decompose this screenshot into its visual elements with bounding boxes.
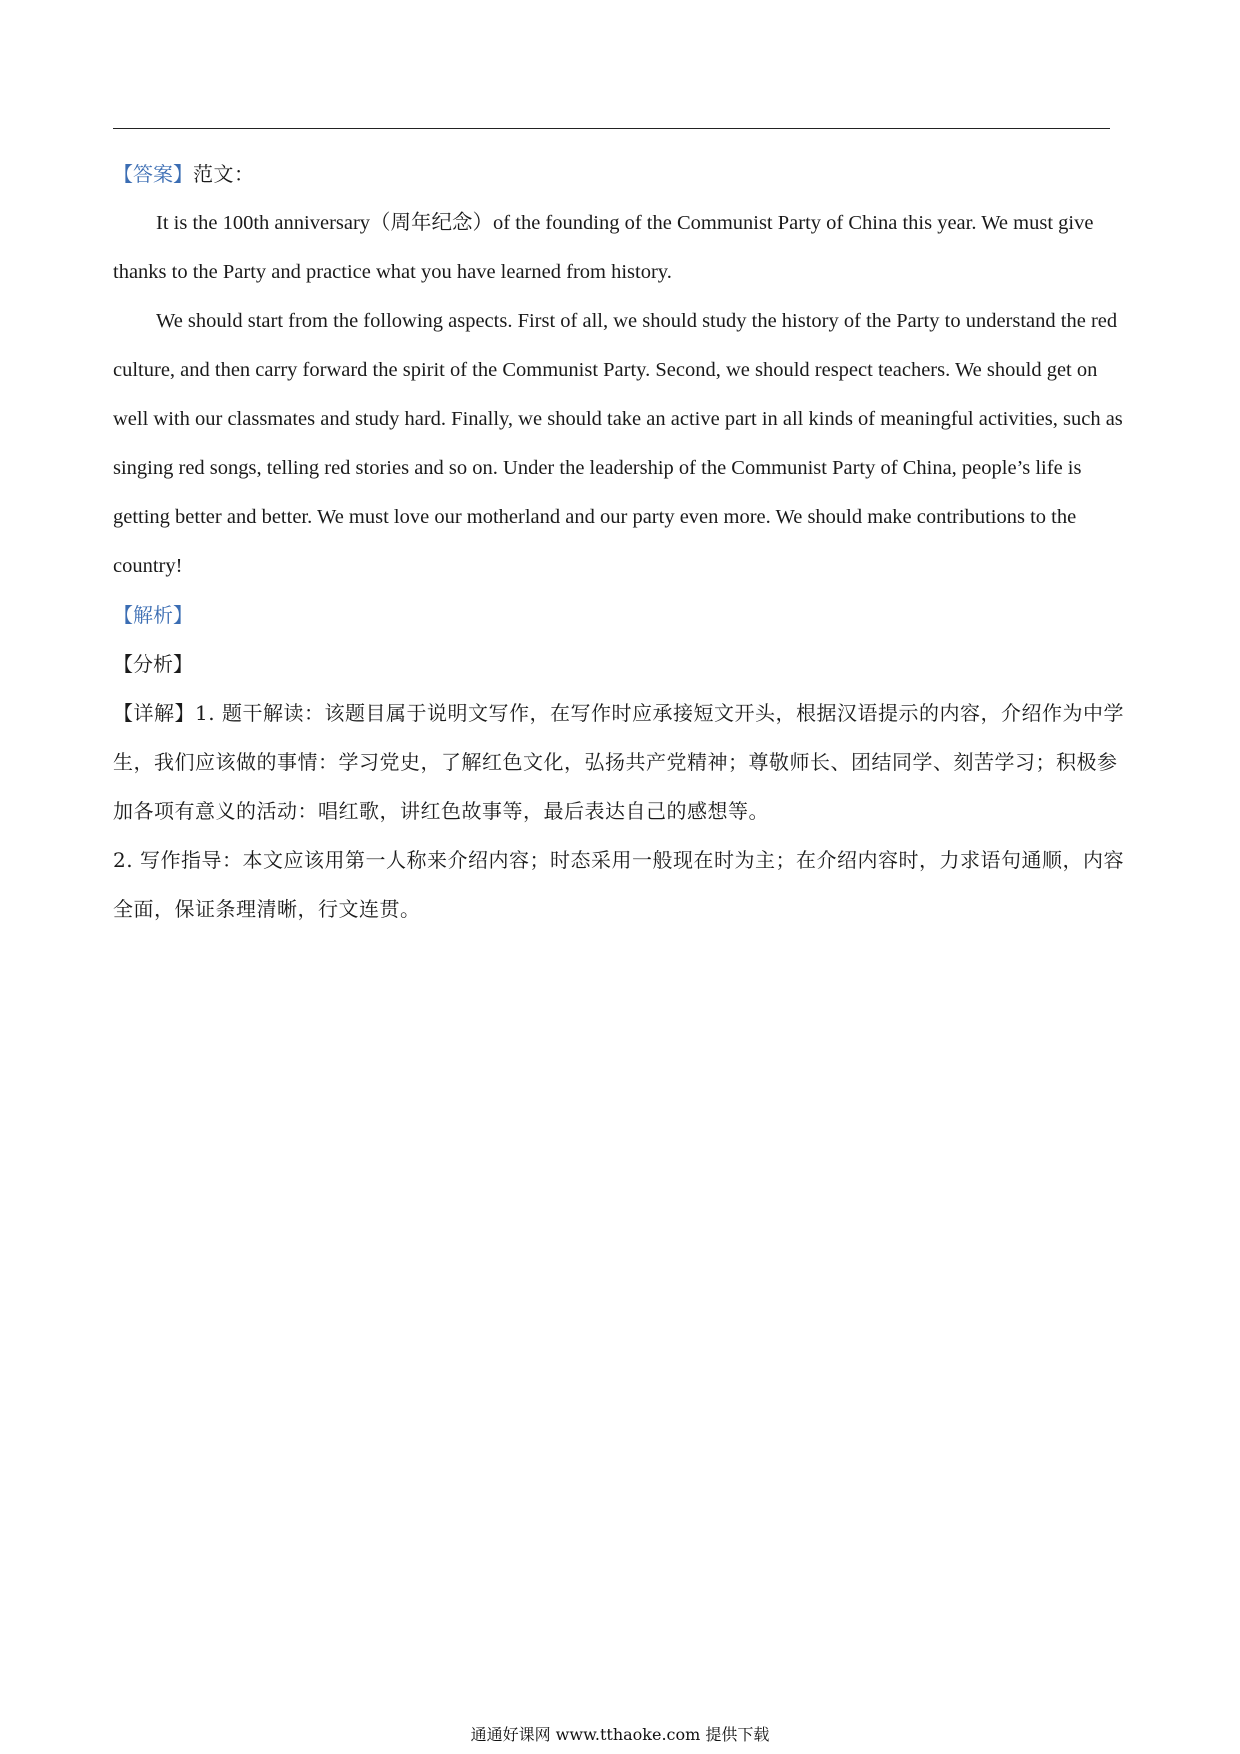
essay-paragraph-1: It is the 100th anniversary（周年纪念）of the founding of the Communist Party of China this year. We must give thanks to the Party and practice what you have learned from history.	[113, 212, 1094, 283]
analysis-tag: 【解析】	[113, 603, 193, 627]
answer-label: 范文：	[193, 162, 255, 186]
page-footer: 通通好课网 www.tthaoke.com 提供下载	[470, 1725, 770, 1744]
answer-heading	[113, 150, 1133, 199]
detail-point-2: 2. 写作指导：本文应该用第一人称来介绍内容；时态采用一般现在时为主；在介绍内容时，力求语句通顺，内容全面，保证条理清晰，行文连贯。	[113, 848, 1124, 921]
top-divider	[113, 128, 1110, 129]
answer-tag: 【答案】	[113, 162, 193, 186]
detail-tag: 【详解】	[113, 701, 195, 725]
analysis-sub-tag: 【分析】	[113, 652, 193, 676]
detail-point-1-text: 1. 题干解读：该题目属于说明文写作，在写作时应承接短文开头，根据汉语提示的内容，介绍作为中学生，我们应该做的事情：学习党史，了解红色文化，弘扬共产党精神；尊敬师长、团结同学、刻苦学习；积极参加各项有意义的活动：唱红歌，讲红色故事等，最后表达自己的感想等。	[113, 701, 1124, 823]
detail-point-1	[113, 689, 1133, 836]
essay-paragraph-2: We should start from the following aspects. First of all, we should study the history of the Party to understand the red culture, and then carry forward the spirit of the Communist Party. Second, we should respect teachers. We should get on well with our classmates and study hard. Finally, we should take an active part in all kinds of meaningful activities, such as singing red songs, telling red stories and so on. Under the leadership of the Communist Party of China, people’s life is getting better and better. We must love our motherland and our party even more. We should make contributions to the country!	[113, 310, 1123, 577]
document-body	[113, 150, 1133, 934]
